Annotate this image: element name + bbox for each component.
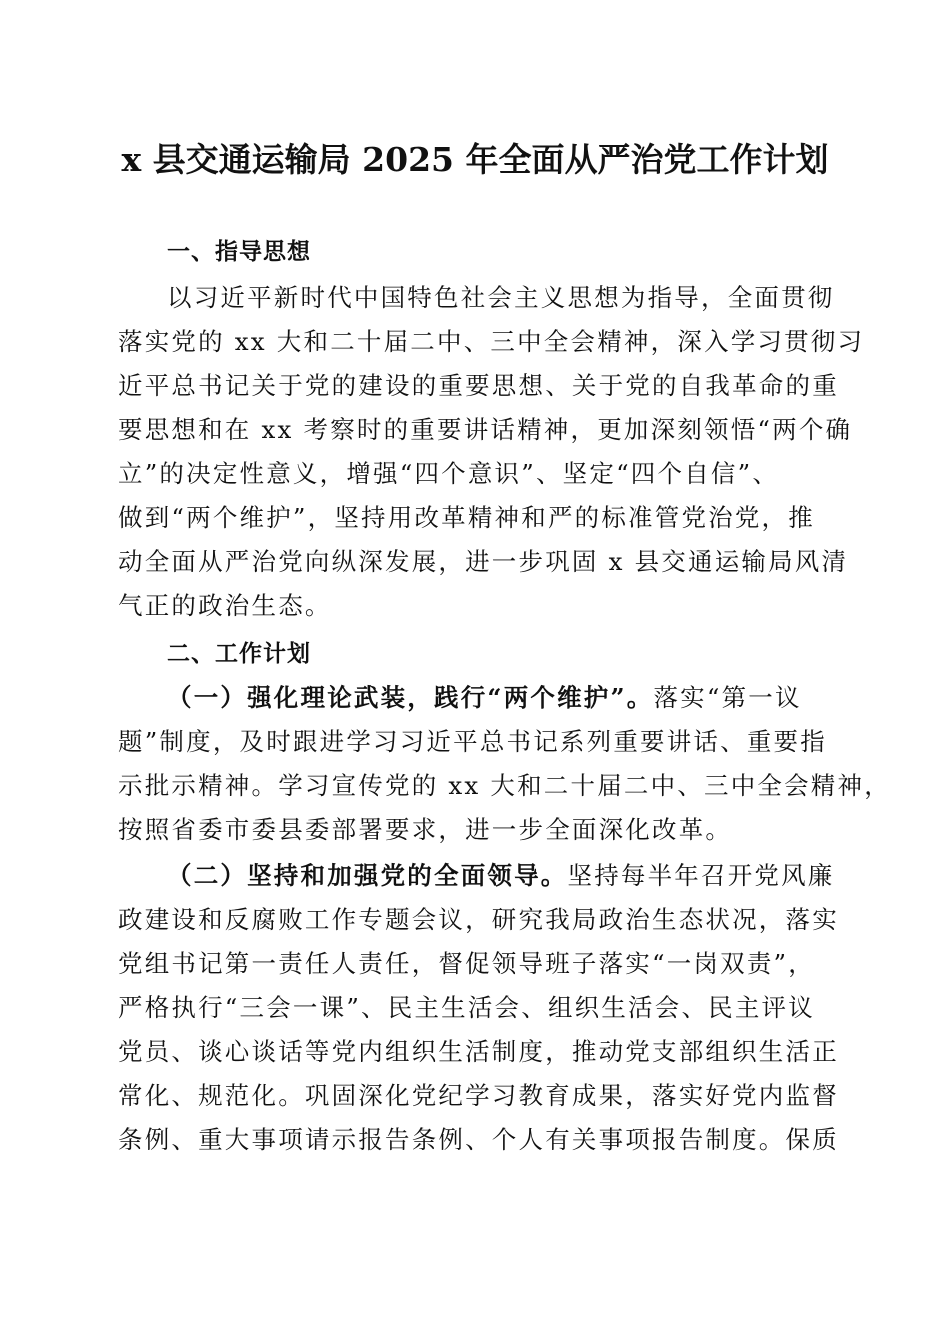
document-title: x 县交通运输局 2025 年全面从严治党工作计划 [121,140,829,179]
subsection-line [167,858,887,894]
paragraph-line: 严格执行“三会一课”、民主生活会、组织生活会、民主评议 [118,993,815,1022]
subsection-lead-2: （二）坚持和加强党的全面领导。 [167,861,568,890]
paragraph-line: 以习近平新时代中国特色社会主义思想为指导，全面贯彻 [167,283,835,312]
paragraph-line: 常化、规范化。巩固深化党纪学习教育成果，落实好党内监督 [118,1081,839,1110]
paragraph-line: 按照省委市委县委部署要求，进一步全面深化改革。 [118,815,733,844]
paragraph-line: 条例、重大事项请示报告条例、个人有关事项报告制度。保质 [118,1125,839,1154]
paragraph-line: 题”制度，及时跟进学习习近平总书记系列重要讲话、重要指 [118,727,827,756]
section-heading-guiding-ideology: 一、指导思想 [167,239,311,265]
paragraph-line: 党员、谈心谈话等党内组织生活制度，推动党支部组织生活正 [118,1037,839,1066]
paragraph-line: 气正的政治生态。 [118,591,332,620]
paragraph-line: 党组书记第一责任人责任，督促领导班子落实“一岗双责”， [118,949,815,978]
subsection-lead-rest-1: 落实“第一议 [653,683,802,712]
paragraph-line: 落实党的 xx 大和二十届二中、三中全会精神，深入学习贯彻习 [118,327,865,356]
subsection-line [167,680,887,716]
paragraph-line: 政建设和反腐败工作专题会议，研究我局政治生态状况，落实 [118,905,839,934]
subsection-lead-1: （一）强化理论武装，践行“两个维护”。 [167,683,654,712]
paragraph-line: 动全面从严治党向纵深发展，进一步巩固 x 县交通运输局风清 [118,547,849,576]
paragraph-line: 做到“两个维护”，坚持用改革精神和严的标准管党治党，推 [118,503,815,532]
section-heading-work-plan: 二、工作计划 [167,641,311,667]
paragraph-line: 近平总书记关于党的建设的重要思想、关于党的自我革命的重 [118,371,839,400]
paragraph-line: 立”的决定性意义，增强“四个意识”、坚定“四个自信”、 [118,459,780,488]
paragraph-line: 要思想和在 xx 考察时的重要讲话精神，更加深刻领悟“两个确 [118,415,853,444]
subsection-lead-rest-2: 坚持每半年召开党风廉 [567,861,835,890]
paragraph-line: 示批示精神。学习宣传党的 xx 大和二十届二中、三中全会精神， [118,771,891,800]
